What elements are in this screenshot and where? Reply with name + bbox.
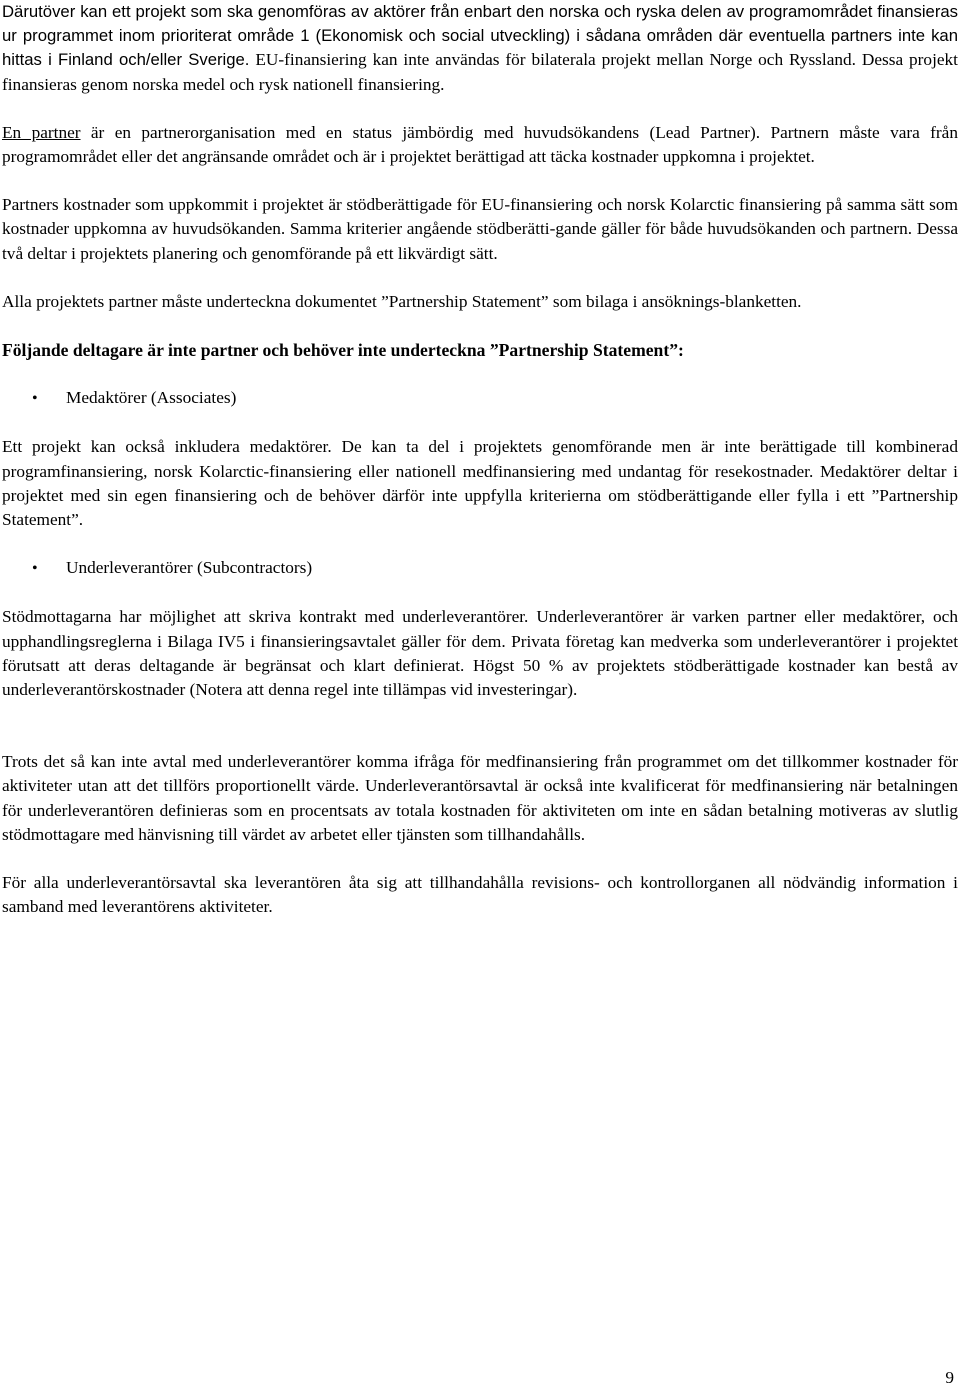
partner-definition-text: är en partnerorganisation med en status jämbördig med huvudsökandens (Lead Partner). Partnern måste vara från programområdet eller det angränsande området och är i projektet berättigad att täcka kostnader uppkomna i projektet. (2, 122, 958, 167)
spacer (2, 532, 958, 556)
paragraph-partner-costs: Partners kostnader som uppkommit i projektet är stödberättigade för EU-finansiering och norsk Kolarctic finansiering på samma sätt som kostnader uppkomna av huvudsökanden. Samma kriterier angående stödberätti-gande gäller för både huvudsökanden och partnern. Dessa två deltar i projektets planering och genomförande på ett likvärdigt sätt. (2, 195, 958, 263)
paragraph-body-text: EU-finansiering kan inte användas för bilaterala projekt mellan Norge och Ryssland. Dessa projekt finansieras genom norska medel och rysk nationell finansiering. (2, 50, 958, 94)
paragraph-lead-text: Därutöver kan ett projekt som ska genomföras av aktörer från enbart den norska och ryska delen av programområdet finansieras ur programmet inom prioriterat område 1 (Ekonomisk och social utveckling) i sådana områden där eventuella partners inte kan hittas i Finland och/eller Sverige. (2, 2, 958, 70)
partner-term: En partner (2, 122, 81, 142)
section-heading: Följande deltagare är inte partner och behöver inte underteckna ”Partnership Statement”: (2, 340, 684, 361)
spacer (2, 847, 958, 871)
bullet-label: Medaktörer (Associates) (66, 388, 237, 408)
spacer (2, 169, 958, 193)
paragraph-cofinancing-limits: Trots det så kan inte avtal med underleverantörer komma ifråga för medfinansiering från programmet om det tillkommer kostnader för aktiviteter utan att det tillförs proportionellt värde. Underleverantörsavtal är också inte kvalificerat för medfinansiering när betalningen för underleverantören definieras som en procentsats av totala kostnaden för aktiviteten om inte en sådan betalning motiveras av slutlig stödmottagare med hänvisning till värdet av arbetet eller tjänsten som tillhandahålls. (2, 752, 958, 844)
page-body (2, 0, 958, 919)
spacer (2, 97, 958, 121)
bullet-label: Underleverantörer (Subcontractors) (66, 558, 313, 578)
spacer (2, 362, 958, 386)
bullet-item-associates (2, 386, 958, 411)
spacer (2, 314, 958, 338)
spacer (2, 411, 958, 435)
bullet-icon: • (32, 390, 38, 408)
page-number: 9 (945, 1368, 954, 1387)
bullet-icon: • (32, 560, 38, 578)
spacer (2, 581, 958, 605)
spacer (2, 266, 958, 290)
paragraph-subcontractors: Stödmottagarna har möjlighet att skriva kontrakt med underleverantörer. Underleverantörer är varken partner eller medaktörer, och upphandlingsreglerna i Bilaga IV5 i finansieringsavtalet gäller för dem. Privata företag kan medverka som underleverantörer i projektet förutsatt att deras deltagande är begränsat och klart definierat. Högst 50 % av projektets stödberättigade kostnader kan bestå av underleverantörskostnader (Notera att denna regel inte tillämpas vid investeringar). (2, 607, 958, 700)
paragraph-associates: Ett projekt kan också inkludera medaktörer. De kan ta del i projektets genomförande men är inte berättigade till kombinerad programfinansiering, norsk Kolarctic-finansiering eller nationell medfinansiering med undantag för resekostnader. Medaktörer deltar i projektet med sin egen finansiering och de behöver därför inte uppfylla kriterierna om stödberättigande eller fylla i ett ”Partnership Statement”. (2, 437, 958, 530)
paragraph-partnership-statement: Alla projektets partner måste underteckna dokumentet ”Partnership Statement” som bilaga i ansöknings-blanketten. (2, 291, 802, 311)
paragraph-audit-information: För alla underleverantörsavtal ska leverantören åta sig att tillhandahålla revisions- och kontrollorganen all nödvändig information i samband med leverantörens aktiviteter. (2, 873, 958, 917)
paragraph-partner-definition (2, 121, 958, 169)
bullet-item-subcontractors (2, 556, 958, 581)
paragraph-nordic-russian-projects (2, 0, 958, 97)
spacer (2, 702, 958, 750)
